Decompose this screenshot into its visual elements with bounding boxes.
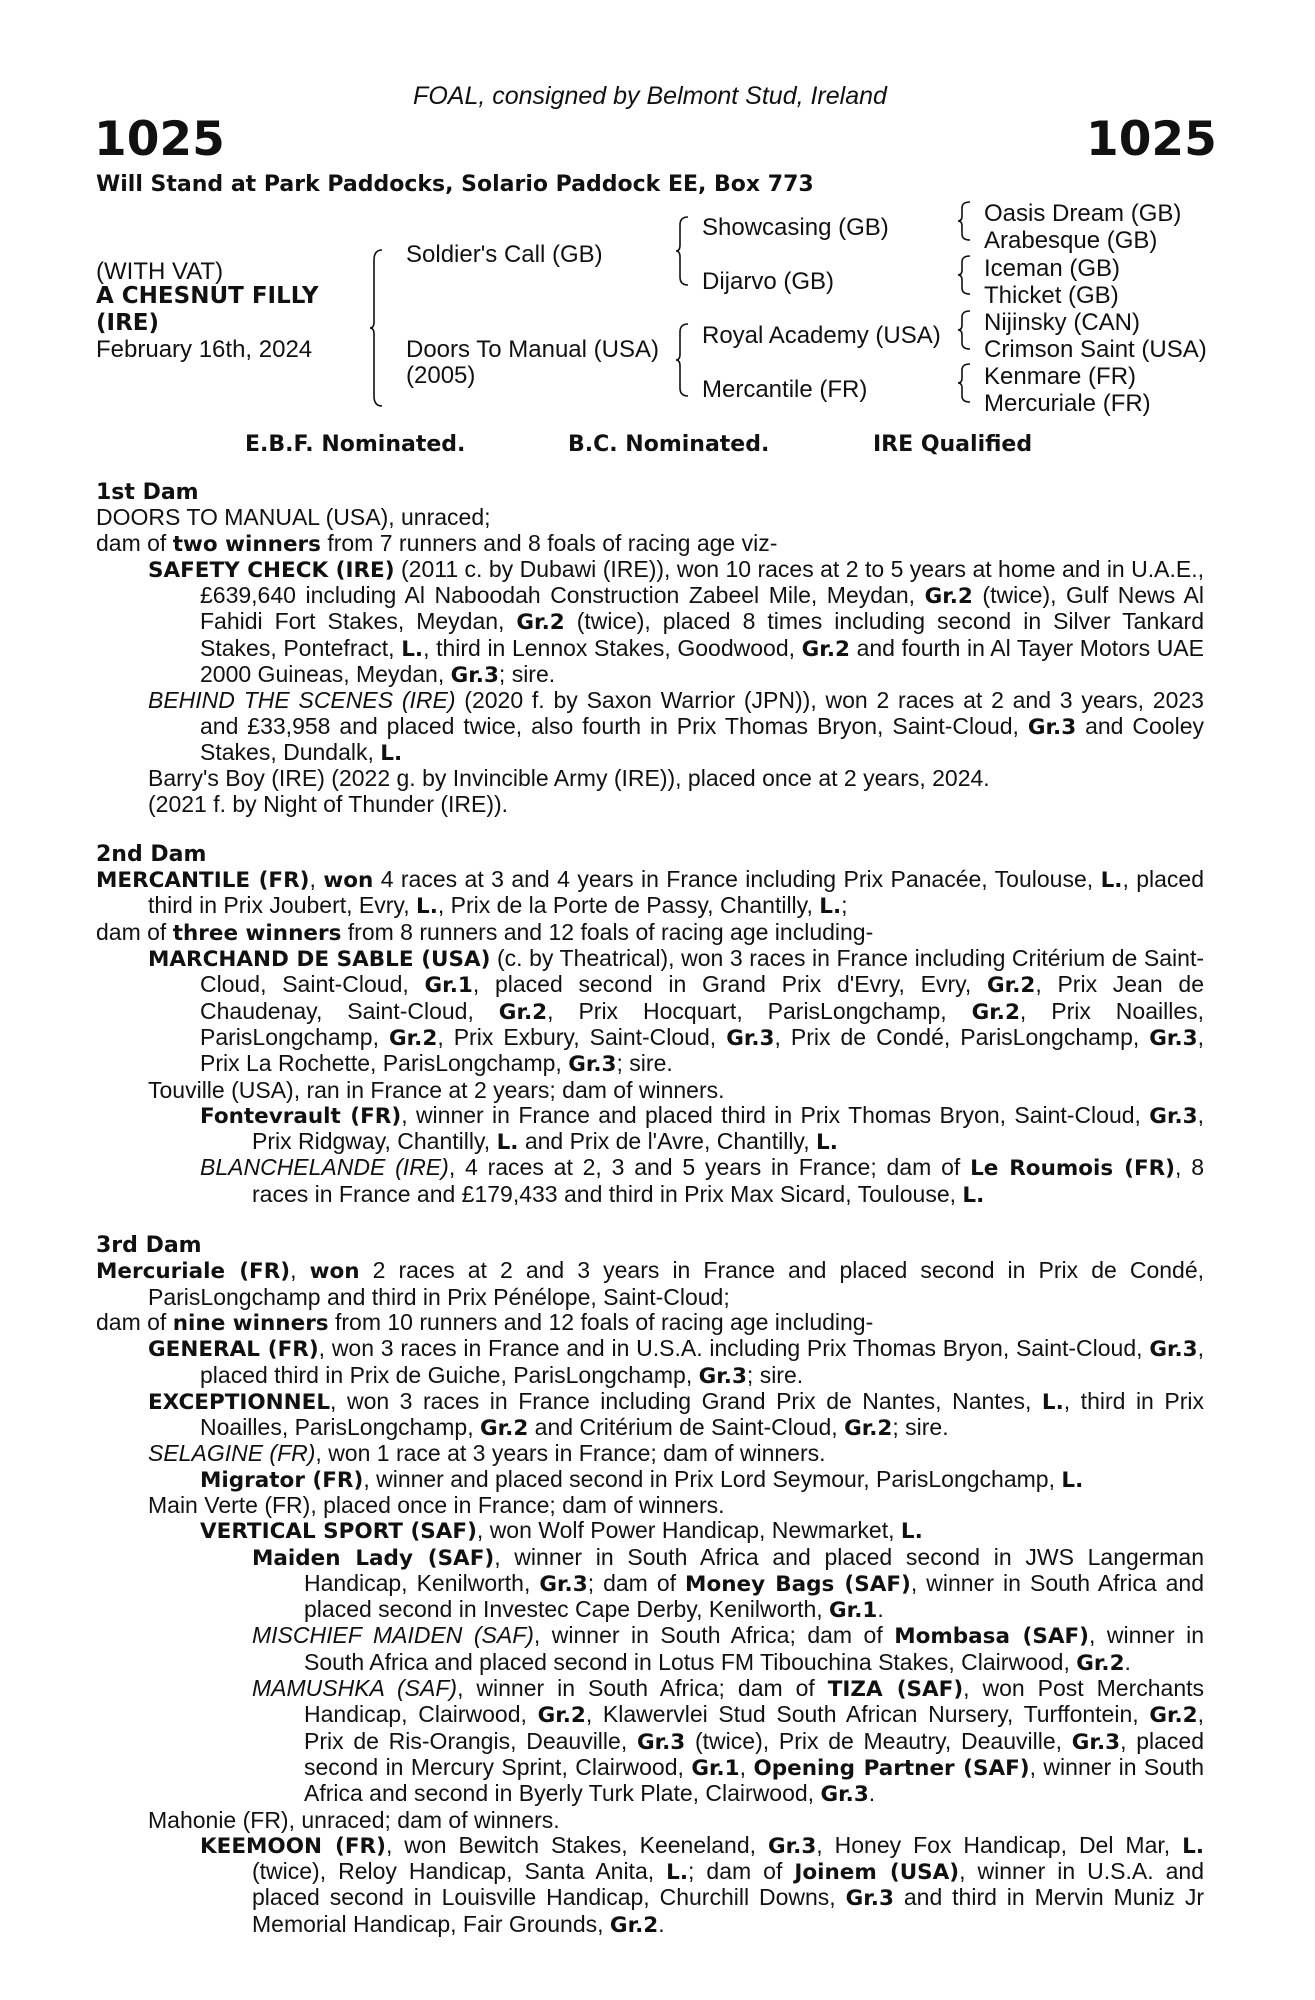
produce-entry-vertical-sport: VERTICAL SPORT (SAF), won Wolf Power Handicap, Newmarket, L. xyxy=(200,1517,923,1545)
second-dam-record: MERCANTILE (FR), won 4 races at 3 and 4 years in France including Prix Panacée, Toulouse, L., placed third in Prix Joubert, Evry, L., Prix de la Porte de Passy, Chantilly, L.; xyxy=(96,866,1205,920)
produce-entry-mahonie: Mahonie (FR), unraced; dam of winners. xyxy=(148,1806,560,1833)
dam-name: Doors To Manual (USA) xyxy=(406,336,659,363)
grandsire-3: Nijinsky (CAN) xyxy=(984,309,1140,336)
lot-description-origin: (IRE) xyxy=(96,310,160,336)
produce-entry-exceptionnel: EXCEPTIONNEL, won 3 races in France including Grand Prix de Nantes, Nantes, L., third in Prix Noailles, ParisLongchamp, Gr.2 and Critérium de Saint-Cloud, Gr.2; sire. xyxy=(148,1387,1204,1442)
lot-description: A CHESNUT FILLY xyxy=(96,283,319,309)
pedigree-bracket-g4 xyxy=(958,362,972,406)
grandsire-4: Kenmare (FR) xyxy=(984,363,1137,390)
produce-entry-general: GENERAL (FR), won 3 races in France and in U.S.A. including Prix Thomas Bryon, Saint-Cloud, Gr.3, placed third in Prix de Guiche, ParisLongchamp, Gr.3; sire. xyxy=(148,1335,1205,1389)
pedigree-bracket-g1 xyxy=(958,200,972,244)
second-dam-produce-summary: dam of three winners from 8 runners and 12 foals of racing age including- xyxy=(96,918,874,946)
dam-sire: Royal Academy (USA) xyxy=(702,322,941,349)
granddam-4: Mercuriale (FR) xyxy=(984,390,1151,417)
produce-entry-main-verte: Main Verte (FR), placed once in France; dam of winners. xyxy=(148,1491,725,1518)
sire-dam: Dijarvo (GB) xyxy=(702,268,835,295)
produce-entry-selagine: SELAGINE (FR), won 1 race at 3 years in France; dam of winners. xyxy=(148,1440,826,1467)
sire-name: Soldier's Call (GB) xyxy=(406,241,603,268)
produce-entry-2021-filly: (2021 f. by Night of Thunder (IRE)). xyxy=(148,790,509,817)
sire-sire: Showcasing (GB) xyxy=(702,214,889,241)
granddam-3: Crimson Saint (USA) xyxy=(984,336,1207,363)
produce-entry-keemoon: KEEMOON (FR), won Bewitch Stakes, Keeneland, Gr.3, Honey Fox Handicap, Del Mar, L. (twice), Reloy Handicap, Santa Anita, L.; dam of Joinem (USA), winner in U.S.A. and placed second in Louisville Handicap, Churchill Downs, Gr.3 and third in Mervin Muniz Jr Memorial Handicap, Fair Grounds, Gr.2. xyxy=(200,1831,1204,1938)
grandsire-2: Iceman (GB) xyxy=(984,255,1121,282)
produce-entry-mamushka: MAMUSHKA (SAF), winner in South Africa; dam of TIZA (SAF), won Post Merchants Handicap, Clairwood, Gr.2, Klawervlei Stud South African Nursery, Turffontein, Gr.2, Prix de Ris-Orangis, Deauville, Gr.3 (twice), Prix de Meautry, Deauville, Gr.3, placed second in Mercury Sprint, Clairwood, Gr.1, Opening Partner (SAF), winner in South Africa and second in Byerly Turk Plate, Clairwood, Gr.3. xyxy=(252,1675,1205,1808)
produce-entry-blanchelande: BLANCHELANDE (IRE), 4 races at 2, 3 and 5 years in France; dam of Le Roumois (FR), 8 races in France and £179,433 and third in Prix Max Sicard, Toulouse, L. xyxy=(200,1154,1205,1208)
ire-qualified: IRE Qualified xyxy=(873,432,1033,457)
lot-number-right: 1025 xyxy=(1086,112,1217,167)
produce-entry-touville: Touville (USA), ran in France at 2 years; dam of winners. xyxy=(148,1076,725,1103)
dam-dam: Mercantile (FR) xyxy=(702,376,868,403)
produce-entry-marchand-de-sable: MARCHAND DE SABLE (USA) (c. by Theatrical), won 3 races in France including Critérium de Saint-Cloud, Saint-Cloud, Gr.1, placed second in Grand Prix d'Evry, Evry, Gr.2, Prix Jean de Chaudenay, Saint-Cloud, Gr.2, Prix Hocquart, ParisLongchamp, Gr.2, Prix Noailles, ParisLongchamp, Gr.2, Prix Exbury, Saint-Cloud, Gr.3, Prix de Condé, ParisLongchamp, Gr.3, Prix La Rochette, ParisLongchamp, Gr.3; sire. xyxy=(148,945,1204,1078)
grandsire-1: Oasis Dream (GB) xyxy=(984,200,1182,227)
granddam-2: Thicket (GB) xyxy=(984,282,1119,309)
second-dam-heading: 2nd Dam xyxy=(96,841,207,867)
pedigree-bracket-main xyxy=(370,248,384,408)
produce-entry-fontevrault: Fontevrault (FR), winner in France and placed third in Prix Thomas Bryon, Saint-Cloud, Gr.3, Prix Ridgway, Chantilly, L. and Prix de l'Avre, Chantilly, L. xyxy=(200,1101,1204,1156)
third-dam-produce-summary: dam of nine winners from 10 runners and 12 foals of racing age including- xyxy=(96,1308,874,1336)
first-dam-name: DOORS TO MANUAL (USA), unraced; xyxy=(96,504,491,531)
vat-note: (WITH VAT) xyxy=(96,258,224,285)
stabling-location: Will Stand at Park Paddocks, Solario Paddock EE, Box 773 xyxy=(96,172,814,197)
consignment-line: FOAL, consigned by Belmont Stud, Ireland xyxy=(413,82,887,110)
produce-entry-maiden-lady: Maiden Lady (SAF), winner in South Africa and placed second in JWS Langerman Handicap, Kenilworth, Gr.3; dam of Money Bags (SAF), winner in South Africa and placed second in Investec Cape Derby, Kenilworth, Gr.1. xyxy=(252,1543,1205,1624)
pedigree-bracket-g2 xyxy=(958,254,972,298)
produce-entry-migrator: Migrator (FR), winner and placed second in Prix Lord Seymour, ParisLongchamp, L. xyxy=(200,1465,1084,1493)
lot-number-left: 1025 xyxy=(94,112,225,167)
granddam-1: Arabesque (GB) xyxy=(984,227,1158,254)
produce-entry-mischief-maiden: MISCHIEF MAIDEN (SAF), winner in South Africa; dam of Mombasa (SAF), winner in South Africa and placed second in Lotus FM Tibouchina Stakes, Clairwood, Gr.2. xyxy=(252,1622,1204,1676)
catalogue-body xyxy=(96,480,1204,1938)
pedigree-bracket-g3 xyxy=(958,309,972,353)
pedigree-bracket-dam xyxy=(676,322,690,398)
produce-entry-behind-the-scenes: BEHIND THE SCENES (IRE) (2020 f. by Saxon Warrior (JPN)), won 2 races at 2 and 3 years, 2023 and £33,958 and placed twice, also fourth in Prix Thomas Bryon, Saint-Cloud, Gr.3 and Cooley Stakes, Dundalk, L. xyxy=(148,687,1205,766)
first-dam-produce-summary: dam of two winners from 7 runners and 8 foals of racing age viz- xyxy=(96,529,778,557)
third-dam-record: Mercuriale (FR), won 2 races at 2 and 3 years in France and placed second in Prix de Condé, ParisLongchamp and third in Prix Pénélope, Saint-Cloud; xyxy=(96,1257,1204,1310)
pedigree-bracket-sire xyxy=(676,215,690,287)
produce-entry-safety-check: SAFETY CHECK (IRE) (2011 c. by Dubawi (IRE)), won 10 races at 2 to 5 years at home and in U.A.E., £639,640 including Al Naboodah Construction Zabeel Mile, Meydan, Gr.2 (twice), Gulf News Al Fahidi Fort Stakes, Meydan, Gr.2 (twice), placed 8 times including second in Silver Tankard Stakes, Pontefract, L., third in Lennox Stakes, Goodwood, Gr.2 and fourth in Al Tayer Motors UAE 2000 Guineas, Meydan, Gr.3; sire. xyxy=(148,555,1205,689)
foaling-date: February 16th, 2024 xyxy=(96,336,313,363)
first-dam-heading: 1st Dam xyxy=(96,480,199,505)
third-dam-heading: 3rd Dam xyxy=(96,1233,202,1259)
bc-nomination: B.C. Nominated. xyxy=(568,432,770,457)
produce-entry-barrys-boy: Barry's Boy (IRE) (2022 g. by Invincible Army (IRE)), placed once at 2 years, 2024. xyxy=(148,765,990,792)
dam-foaled-year: (2005) xyxy=(406,362,476,389)
ebf-nomination: E.B.F. Nominated. xyxy=(245,432,466,457)
